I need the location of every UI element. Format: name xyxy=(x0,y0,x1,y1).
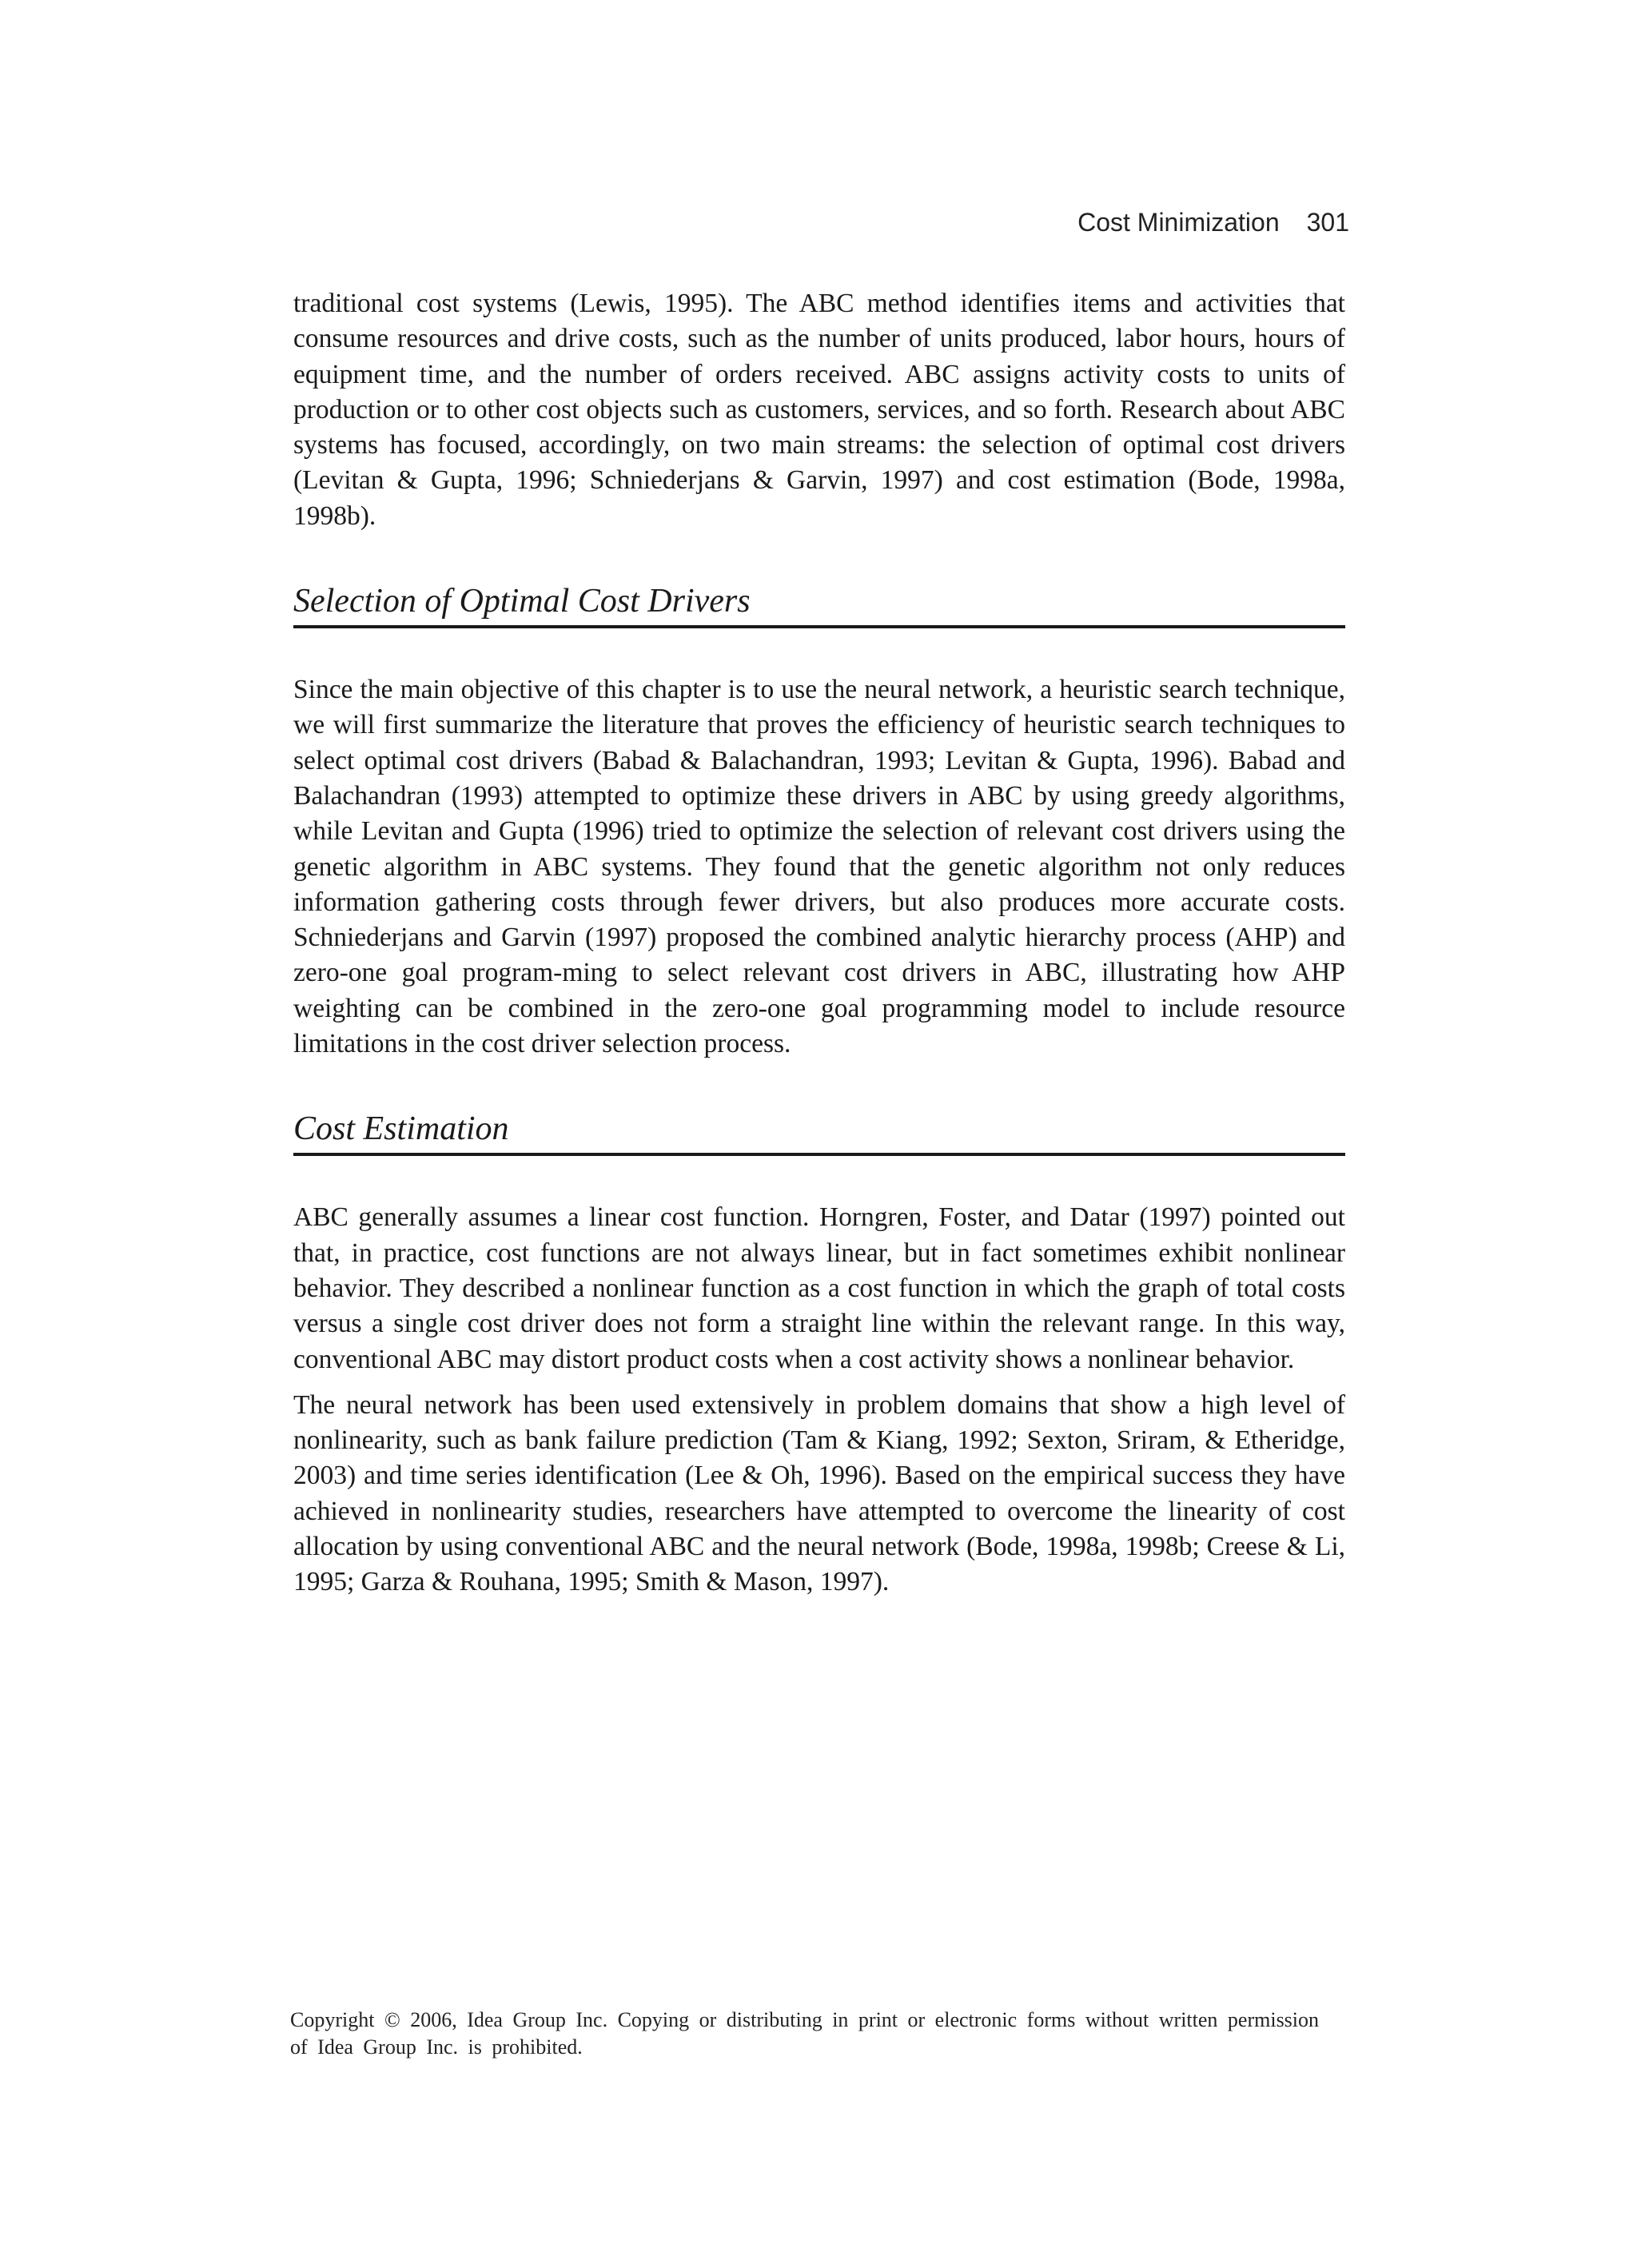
paragraph-neural-network: The neural network has been used extensively in problem domains that show a high level of nonlinearity, such as bank failure prediction (Tam & Kiang, 1992; Sexton, Sriram, & Etheridge, 2003) and time series identification (Lee & Oh, 1996). Based on the empirical success they have achieved in nonlinearity studies, researchers have attempted to overcome the linearity of cost allocation by using conventional ABC and the neural network (Bode, 1998a, 1998b; Creese & Li, 1995; Garza & Rouhana, 1995; Smith & Mason, 1997). xyxy=(293,1389,1345,1597)
running-title: Cost Minimization xyxy=(1077,208,1280,237)
paragraph-intro: traditional cost systems (Lewis, 1995). The ABC method identifies items and activities that consume resources and drive costs, such as the number of units produced, labor hours, hours of equipment time, and the number of orders received. ABC assigns activity costs to units of production or to other cost objects such as customers, services, and so forth. Research about ABC systems has focused, accordingly, on two main streams: the selection of optimal cost drivers (Levitan & Gupta, 1996; Schniederjans & Garvin, 1997) and cost estimation (Bode, 1998a, 1998b). xyxy=(293,289,1345,531)
running-head xyxy=(1077,208,1349,237)
paragraph-linear-cost: ABC generally assumes a linear cost function. Horngren, Foster, and Datar (1997) pointed out that, in practice, cost functions are not always linear, but in fact sometimes exhibit nonlinear behavior. They described a nonlinear function as a cost function in which the graph of total costs versus a single cost driver does not form a straight line within the relevant range. In this way, conventional ABC may distort product costs when a cost activity shows a nonlinear behavior. xyxy=(293,1202,1345,1374)
section-heading-optimal-cost-drivers: Selection of Optimal Cost Drivers xyxy=(293,580,1345,628)
paragraph-cost-drivers: Since the main objective of this chapter is to use the neural network, a heuristic search technique, we will first summarize the literature that proves the efficiency of heuristic search techniques to select optimal cost drivers (Babad & Balachandran, 1993; Levitan & Gupta, 1996). Babad and Balachandran (1993) attempted to optimize these drivers in ABC by using greedy algorithms, while Levitan and Gupta (1996) tried to optimize the selection of relevant cost drivers using the genetic algorithm in ABC systems. They found that the genetic algorithm not only reduces information gathering costs through fewer drivers, but also produces more accurate costs. Schniederjans and Garvin (1997) proposed the combined analytic hierarchy process (AHP) and zero-one goal program-ming to select relevant cost drivers in ABC, illustrating how AHP weighting can be combined in the zero-one goal programming model to include resource limitations in the cost driver selection process. xyxy=(293,675,1345,1059)
section-heading-cost-estimation: Cost Estimation xyxy=(293,1108,1345,1156)
copyright-footer: Copyright © 2006, Idea Group Inc. Copying or distributing in print or electronic forms without written permission of Idea Group Inc. is prohibited. xyxy=(290,2008,1320,2059)
page-number: 301 xyxy=(1306,208,1349,237)
page-body xyxy=(293,286,1345,1611)
